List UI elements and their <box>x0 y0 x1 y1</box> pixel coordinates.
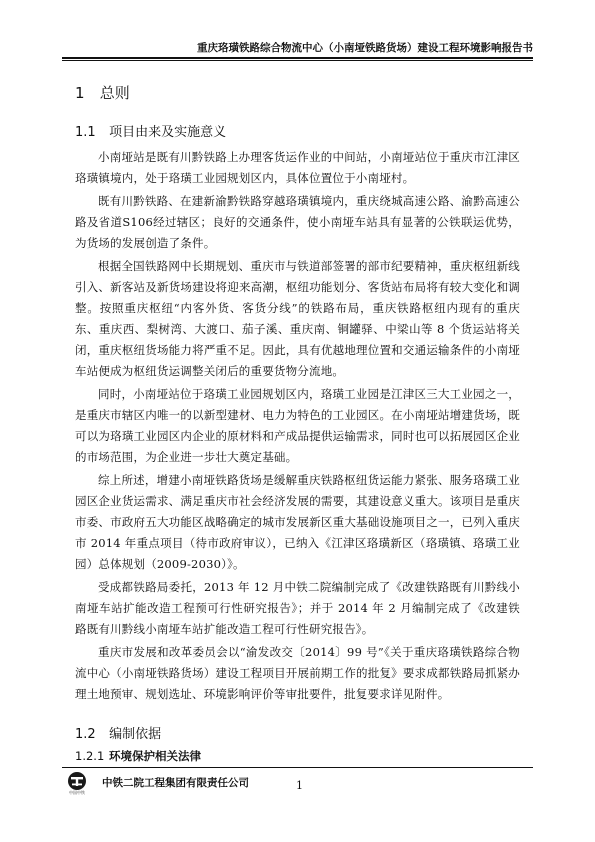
paragraph: 根据全国铁路网中长期规划、重庆市与铁道部签署的部市纪要精神，重庆枢纽新线引入、新客站及新货场建设将迎来高潮，枢纽功能划分、客货站布局将有较大变化和调整。按照重庆枢纽“内客外货、客货分线”的铁路布局，重庆铁路枢纽内现有的重庆东、重庆西、梨树湾、大渡口、茄子溪、重庆南、铜罐驿、中梁山等 8 个货运站将关闭，重庆枢纽货场能力将严重不足。因此，具有优越地理位置和交通运输条件的小南垭车站便成为枢纽货运调整关闭后的重要货物分流地。 <box>75 259 520 378</box>
company-logo-icon <box>67 771 87 791</box>
section-number: 1.1 <box>75 125 96 140</box>
subsection-number: 1.2.1 <box>75 749 105 763</box>
subsection-heading-1-2-1 <box>75 748 201 764</box>
chapter-number: 1 <box>75 84 85 102</box>
section-body <box>75 147 520 707</box>
page-number: 1 <box>296 779 303 792</box>
company-name: 中铁二院工程集团有限责任公司 <box>102 777 249 789</box>
header-rule-thin <box>62 60 533 61</box>
section-heading-1-1 <box>75 121 226 140</box>
section-heading-1-2 <box>75 723 161 742</box>
paragraph: 综上所述，增建小南垭铁路货场是缓解重庆铁路枢纽货运能力紧张、服务珞璜工业园区企业货运需求、满足重庆市社会经济发展的需要，其建设意义重大。该项目是重庆市委、市政府五大功能区战略确定的城市发展新区重大基础设施项目之一，已列入重庆市 2014 年重点项目（待市政府审议），已纳入《江津区珞璜新区（珞璜镇、珞璜工业园）总体规划（2009-2030）》。 <box>75 473 520 571</box>
chapter-heading <box>75 82 130 103</box>
section-title: 项目由来及实施意义 <box>109 125 227 140</box>
section-number: 1.2 <box>75 727 96 742</box>
logo-caption: 中国中铁 <box>69 790 85 795</box>
header-title: 重庆珞璜铁路综合物流中心（小南垭铁路货场）建设工程环境影响报告书 <box>197 42 533 54</box>
paragraph: 重庆市发展和改革委员会以“渝发改交〔2014〕99 号”《关于重庆珞璜铁路综合物流中心（小南垭铁路货场）建设工程项目开展前期工作的批复》要求成都铁路局抓紧办理土地预审、规划选址、环境影响评价等审批要件，批复要求详见附件。 <box>75 645 520 701</box>
paragraph: 小南垭站是既有川黔铁路上办理客货运作业的中间站，小南垭站位于重庆市江津区珞璜镇境内，处于珞璜工业园规划区内，具体位置位于小南垭村。 <box>75 150 520 185</box>
header-rule <box>62 57 533 59</box>
subsection-title: 环境保护相关法律 <box>109 749 202 763</box>
chapter-title: 总则 <box>99 84 130 102</box>
paragraph: 既有川黔铁路、在建新渝黔铁路穿越珞璜镇境内，重庆绕城高速公路、渝黔高速公路及省道S106经过辖区；良好的交通条件，使小南垭车站具有显著的公铁联运优势，为货场的发展创造了条件。 <box>75 194 520 250</box>
paragraph: 同时，小南垭站位于珞璜工业园规划区内，珞璜工业园是江津区三大工业园之一，是重庆市辖区内唯一的以新型建材、电力为特色的工业园区。在小南垭站增建货场，既可以为珞璜工业园区内企业的原材料和产成品提供运输需求，同时也可以拓展园区企业的市场范围，为企业进一步壮大奠定基础。 <box>75 387 520 464</box>
footer-rule <box>62 767 533 768</box>
paragraph: 受成都铁路局委托，2013 年 12 月中铁二院编制完成了《改建铁路既有川黔线小南垭车站扩能改造工程预可行性研究报告》；并于 2014 年 2 月编制完成了《改建铁路既有川黔线小南垭车站扩能改造工程可行性研究报告》。 <box>75 580 520 636</box>
section-title: 编制依据 <box>109 727 162 742</box>
